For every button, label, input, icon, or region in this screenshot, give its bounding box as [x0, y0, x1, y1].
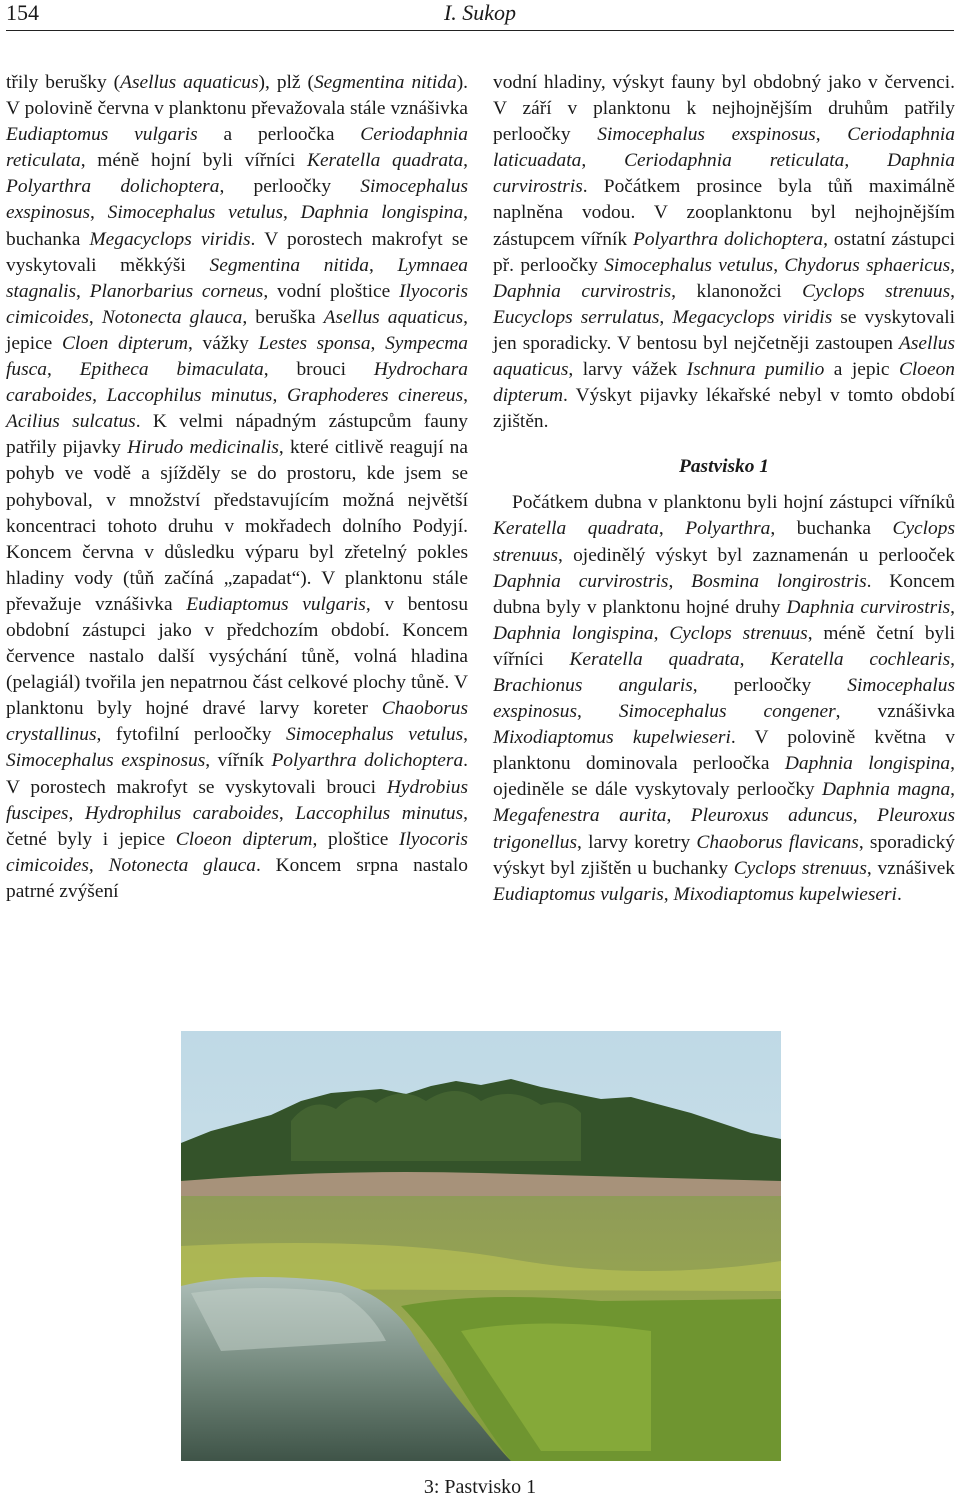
- italic-species-name: Planorbarius corneus: [89, 280, 264, 302]
- italic-species-name: Laccophilus minutus: [106, 385, 273, 407]
- italic-species-name: Ceriodaphnia laticuadata: [493, 124, 955, 172]
- italic-species-name: Lestes sponsa: [258, 332, 371, 354]
- italic-species-name: Cloen dipterum: [61, 332, 188, 354]
- italic-species-name: Ilyocoris cimicoides: [6, 280, 468, 328]
- italic-species-name: Daphnia curvirostris: [493, 570, 669, 592]
- italic-species-name: Daphnia longispina: [493, 622, 654, 644]
- italic-species-name: Daphnia longispina: [784, 753, 951, 775]
- italic-species-name: Simocephalus vetulus: [604, 254, 774, 276]
- right-paragraph-2: Počátkem dubna v planktonu byli hojní zástupci vířníků Keratella quadrata, Polyarthra, buchanka Cyclops strenuus, ojedinělý výskyt byl zaznamenán u perlooček Daphnia curvirostris, Bosmina longirostris. Koncem dubna byly v planktonu hojné druhy Daphnia curvirostris, Daphnia longispina, Cyclops strenuus, méně četní byli vířníci Keratella quadrata, Keratella cochlearis, Brachionus angularis, perloočky Simocephalus exspinosus, Simocephalus congener, vznášivka Mixodiaptomus kupelwieseri. V polovině května v planktonu dominovala perloočka Daphnia longispina, ojediněle se dále vyskytovaly perloočky Daphnia magna, Megafenestra aurita, Pleuroxus aduncus, Pleuroxus trigonellus, larvy koretry Chaoborus flavicans, sporadický výskyt byl zjištěn u buchanky Cyclops strenuus, vznášivek Eudiaptomus vulgaris, Mixodiaptomus kupelwieseri.: [493, 492, 956, 905]
- italic-species-name: Mixodiaptomus kupelwieseri: [493, 727, 731, 749]
- italic-species-name: Hirudo medicinalis: [127, 437, 279, 459]
- italic-species-name: Asellus aquaticus: [323, 306, 464, 328]
- italic-species-name: Chaoborus crystallinus: [6, 698, 468, 746]
- italic-species-name: Pleuroxus aduncus: [690, 805, 853, 827]
- italic-species-name: Mixodiaptomus kupelwieseri: [673, 883, 897, 905]
- italic-species-name: Cyclops strenuus: [733, 857, 867, 879]
- italic-species-name: Asellus aquaticus: [493, 332, 955, 381]
- running-title: I. Sukop: [443, 0, 517, 25]
- italic-species-name: Cyclops strenuus: [493, 518, 955, 566]
- italic-species-name: Simocephalus exspinosus: [597, 124, 816, 146]
- italic-species-name: Megafenestra aurita: [493, 805, 667, 827]
- italic-species-name: Daphnia longispina: [300, 202, 464, 224]
- page-header: [6, 0, 954, 31]
- section-heading: Pastvisko 1: [679, 456, 769, 478]
- italic-species-name: Simocephalus vetulus: [285, 724, 464, 746]
- italic-species-name: Eudiaptomus vulgaris: [186, 593, 366, 615]
- italic-species-name: Ilyocoris cimicoides: [6, 828, 468, 876]
- italic-species-name: Polyarthra dolichoptera: [271, 750, 464, 772]
- italic-species-name: Eudiaptomus vulgaris: [493, 883, 664, 905]
- italic-species-name: Keratella cochlearis: [770, 648, 951, 670]
- italic-species-name: Ceriodaphnia reticulata: [624, 150, 845, 172]
- italic-species-name: Simocephalus vetulus: [107, 202, 284, 224]
- italic-species-name: Keratella quadrata: [569, 648, 740, 670]
- italic-species-name: Acilius sulcatus: [6, 411, 136, 433]
- italic-species-name: Segmentina nitida: [313, 72, 457, 93]
- italic-species-name: Simocephalus congener: [618, 701, 836, 723]
- italic-species-name: Hydrobius fuscipes: [6, 776, 468, 824]
- italic-species-name: Bosmina longirostris: [691, 570, 867, 592]
- italic-species-name: Notonecta glauca: [101, 306, 243, 328]
- italic-species-name: Megacyclops viridis: [672, 306, 833, 328]
- italic-species-name: Graphoderes cinereus: [286, 385, 464, 407]
- italic-species-name: Laccophilus minutus: [295, 802, 464, 824]
- right-paragraph-1: vodní hladiny, výskyt fauny byl obdobný jako v červenci. V září v planktonu k nejhojnějším druhům patřily perloočky Simocephalus exspinosus, Ceriodaphnia laticuadata, Ceriodaphnia reticulata, Daphnia curvirostris. Počátkem prosince byla tůň maximálně naplněna vodou. V zooplanktonu byl nejhojnějším zástupcem vířník Polyarthra dolichoptera, ostatní zástupci př. perloočky Simocephalus vetulus, Chydorus sphaericus, Daphnia curvirostris, klanonožci Cyclops strenuus, Eucyclops serrulatus, Megacyclops viridis se vyskytovali jen sporadicky. V bentosu byl nejčetněji zastoupen Asellus aquaticus, larvy vážek Ischnura pumilio a jepic Cloeon dipterum. Výskyt pijavky lékařské nebyl v tomto období zjištěn.: [493, 72, 956, 433]
- italic-species-name: Hydrophilus caraboides: [84, 802, 279, 824]
- italic-species-name: Chydorus sphaericus: [784, 254, 951, 276]
- wetland-photo: [181, 1031, 781, 1461]
- italic-species-name: Eucyclops serrulatus: [493, 306, 660, 328]
- italic-species-name: Simocephalus exspinosus: [493, 674, 955, 723]
- italic-species-name: Segmentina nitida: [209, 254, 369, 276]
- italic-species-name: Notonecta glauca: [108, 854, 256, 876]
- italic-species-name: Daphnia curvirostris: [786, 596, 951, 618]
- italic-species-name: Keratella quadrata: [493, 518, 659, 540]
- italic-species-name: Keratella quadrata: [307, 150, 464, 172]
- italic-species-name: Sympecma fusca: [6, 332, 468, 381]
- italic-species-name: Lymnaea stagnalis: [6, 254, 468, 302]
- italic-species-name: Simocephalus exspinosus: [6, 176, 469, 224]
- italic-species-name: Cloeon dipterum: [175, 828, 313, 850]
- italic-species-name: Ischnura pumilio: [686, 359, 825, 381]
- italic-species-name: Eudiaptomus vulgaris: [6, 124, 198, 146]
- italic-species-name: Megacyclops viridis: [89, 228, 251, 250]
- italic-species-name: Cyclops strenuus: [802, 280, 951, 302]
- italic-species-name: Pleuroxus trigonellus: [493, 805, 956, 853]
- italic-species-name: Daphnia curvirostris: [493, 150, 955, 198]
- italic-species-name: Polyarthra dolichoptera: [632, 228, 824, 250]
- italic-species-name: Ceriodaphnia reticulata: [6, 124, 468, 172]
- italic-species-name: Polyarthra dolichoptera: [6, 176, 220, 198]
- page-number: 154: [6, 0, 39, 25]
- figure-caption: 3: Pastvisko 1: [423, 1476, 537, 1498]
- italic-species-name: Daphnia curvirostris: [493, 280, 672, 302]
- italic-species-name: Hydrochara caraboides: [6, 359, 468, 407]
- right-column: [493, 70, 955, 908]
- italic-species-name: Asellus aquaticus: [120, 72, 259, 93]
- italic-species-name: Brachionus angularis: [493, 674, 693, 696]
- italic-species-name: Cyclops strenuus: [669, 622, 808, 644]
- italic-species-name: Chaoborus flavicans: [696, 831, 859, 853]
- italic-species-name: Polyarthra: [685, 518, 771, 540]
- left-column: [6, 70, 468, 905]
- italic-species-name: Cloeon dipterum: [493, 359, 955, 407]
- italic-species-name: Daphnia magna: [822, 779, 951, 801]
- italic-species-name: Epitheca bimaculata: [79, 359, 264, 381]
- italic-species-name: Simocephalus exspinosus: [6, 750, 206, 772]
- left-column-text: třily berušky (Asellus aquaticus), plž (Segmentina nitida). V polovině června v planktonu převažovala stále vznášivka Eudiaptomus vulgaris a perloočka Ceriodaphnia reticulata, méně hojní byli vířníci Keratella quadrata, Polyarthra dolichoptera, perloočky Simocephalus exspinosus, Simocephalus vetulus, Daphnia longispina, buchanka Megacyclops viridis. V porostech makrofyt se vyskytovali měkkýši Segmentina nitida, Lymnaea stagnalis, Planorbarius corneus, vodní ploštice Ilyocoris cimicoides, Notonecta glauca, beruška Asellus aquaticus, jepice Cloen dipterum, vážky Lestes sponsa, Sympecma fusca, Epitheca bimaculata, brouci Hydrochara caraboides, Laccophilus minutus, Graphoderes cinereus, Acilius sulcatus. K velmi nápadným zástupcům fauny patřily pijavky Hirudo medicinalis, které citlivě reagují na pohyb ve vodě a sjížděly se do prostoru, kde jsem se pohyboval, v množství představujícím možná největší koncentraci tohoto druhu v mokřadech dolního Podyjí. Koncem června v důsledku výparu byl zřetelný pokles hladiny vody (tůň začíná „zapadat“). V planktonu stále převažuje vznášivka Eudiaptomus vulgaris, v bentosu obdobní zástupci jako v předchozím období. Koncem července nastalo další vysýchání tůně, volná hladina (pelagiál) tvořila jen nepatrnou část celkové plochy tůně. V planktonu byly hojné dravé larvy koreter Chaoborus crystallinus, fytofilní perloočky Simocephalus vetulus, Simocephalus exspinosus, vířník Polyarthra dolichoptera. V porostech makrofyt se vyskytovali brouci Hydrobius fuscipes, Hydrophilus caraboides, Laccophilus minutus, četné byly i jepice Cloeon dipterum, ploštice Ilyocoris cimicoides, Notonecta glauca. Koncem srpna nastalo patrné zvýšení: [6, 72, 469, 902]
